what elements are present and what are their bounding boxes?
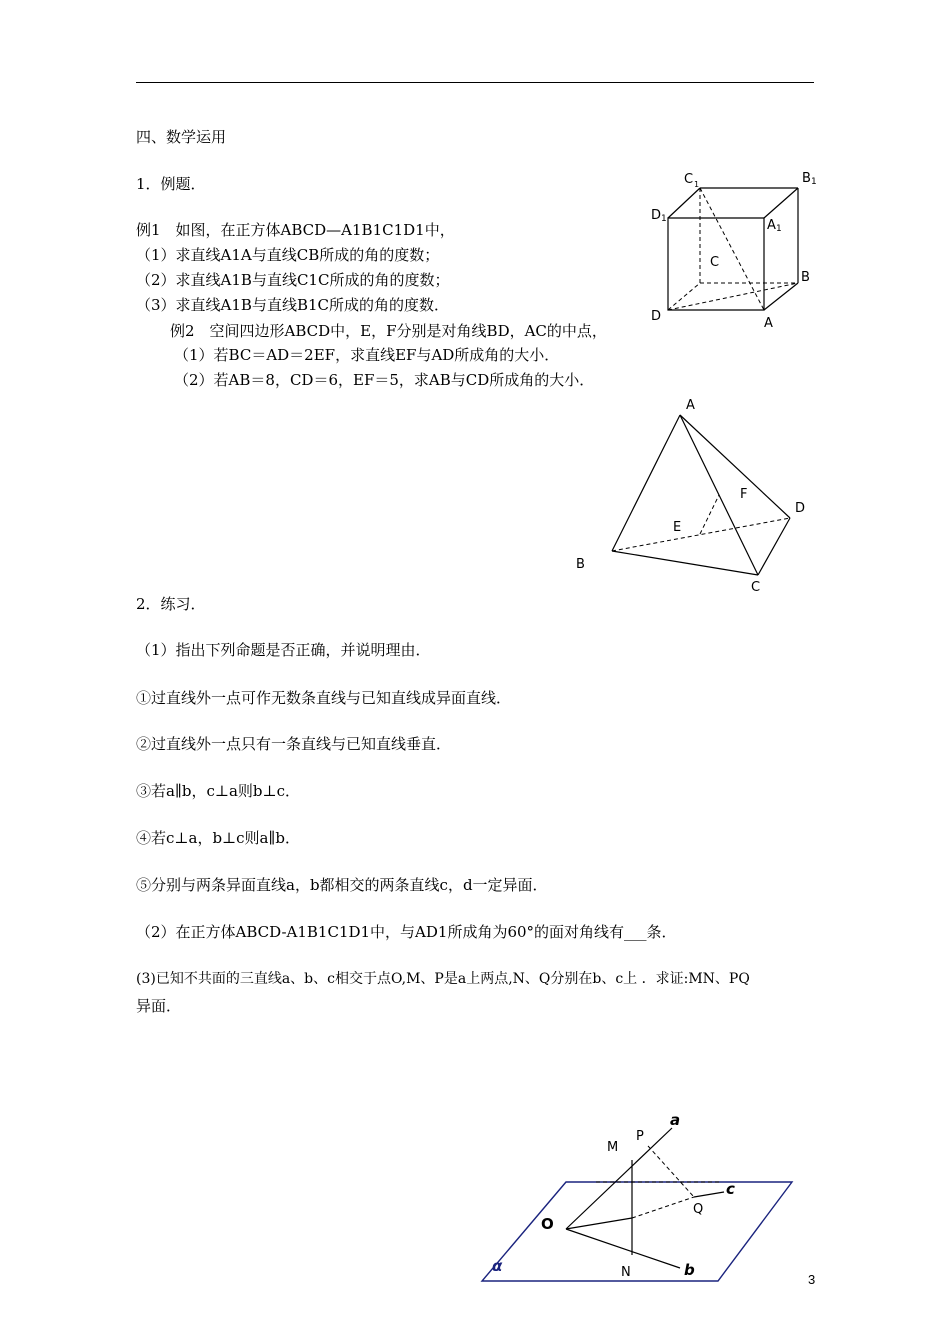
- example1-q2: （2）求直线A1B与直线C1C所成的角的度数；: [136, 271, 450, 289]
- plane-figure: [470, 1100, 810, 1290]
- tetra-label-E: E: [673, 520, 682, 535]
- plane-label-M: M: [607, 1140, 619, 1155]
- practice-heading: 2．练习．: [136, 595, 206, 613]
- example1-q3: （3）求直线A1B与直线B1C所成的角的度数．: [136, 296, 449, 314]
- practice1-statement2: ②过直线外一点只有一条直线与已知直线垂直．: [136, 735, 452, 753]
- practice3-line1: (3)已知不共面的三直线a、b、c相交于点O,M、P是a上两点,N、Q分别在b、c上 ．求证:MN、PQ: [136, 971, 750, 987]
- example1-q1: （1）求直线A1A与直线CB所成的角的度数；: [136, 246, 440, 264]
- example1-intro: 例1 如图，在正方体ABCD—A1B1C1D1中，: [136, 221, 455, 239]
- cube-label-C1-sub: 1: [694, 180, 700, 189]
- cube-label-C1: C: [684, 172, 694, 187]
- tetrahedron-figure: [570, 390, 820, 600]
- cube-figure: [640, 160, 830, 340]
- cube-label-D1: D: [651, 208, 662, 223]
- cube-label-C: C: [710, 255, 720, 270]
- examples-heading: 1．例题．: [136, 175, 206, 193]
- practice1-statement4: ④若c⊥a，b⊥c则a∥b．: [136, 829, 301, 847]
- plane-label-alpha: α: [492, 1257, 503, 1275]
- plane-label-b: b: [684, 1261, 695, 1279]
- example2-q2: （2）若AB＝8，CD＝6，EF＝5，求AB与CD所成角的大小．: [174, 371, 595, 389]
- cube-label-B: B: [801, 270, 810, 285]
- tetra-label-B: B: [576, 557, 585, 572]
- cube-label-D1-sub: 1: [661, 214, 667, 224]
- cube-label-B1-sub: 1: [811, 177, 817, 187]
- cube-label-B1: B: [802, 171, 811, 186]
- practice1-statement5: ⑤分别与两条异面直线a，b都相交的两条直线c，d一定异面．: [136, 876, 548, 894]
- practice2: （2）在正方体ABCD-A1B1C1D1中，与AD1所成角为60°的面对角线有___条．: [136, 923, 677, 941]
- cube-label-A1: A: [767, 218, 776, 233]
- plane-label-O: O: [541, 1215, 554, 1233]
- example2-intro: 例2 空间四边形ABCD中，E，F分别是对角线BD，AC的中点，: [170, 322, 607, 340]
- tetra-label-A: A: [686, 398, 695, 413]
- plane-label-Q: Q: [693, 1202, 704, 1217]
- plane-label-a: a: [670, 1111, 681, 1129]
- cube-label-A: A: [764, 316, 773, 331]
- practice1-statement3: ③若a∥b，c⊥a则b⊥c．: [136, 782, 301, 800]
- tetra-label-D: D: [795, 501, 806, 516]
- tetra-label-C: C: [751, 580, 761, 595]
- practice1-statement1: ①过直线外一点可作无数条直线与已知直线成异面直线．: [136, 689, 512, 707]
- header-rule: [136, 82, 814, 83]
- plane-label-c: c: [726, 1180, 735, 1198]
- tetra-label-F: F: [740, 487, 748, 502]
- plane-label-N: N: [621, 1265, 631, 1280]
- page-number: 3: [808, 1272, 816, 1287]
- section-title: 四、数学运用: [136, 128, 227, 146]
- plane-label-P: P: [636, 1129, 644, 1144]
- plane-alpha: [482, 1182, 792, 1281]
- cube-label-D: D: [651, 309, 662, 324]
- example2-q1: （1）若BC＝AD＝2EF，求直线EF与AD所成角的大小．: [174, 346, 560, 364]
- practice3-line2: 异面．: [136, 997, 182, 1015]
- practice1-title: （1）指出下列命题是否正确，并说明理由．: [136, 641, 431, 659]
- cube-label-A1-sub: 1: [776, 224, 782, 234]
